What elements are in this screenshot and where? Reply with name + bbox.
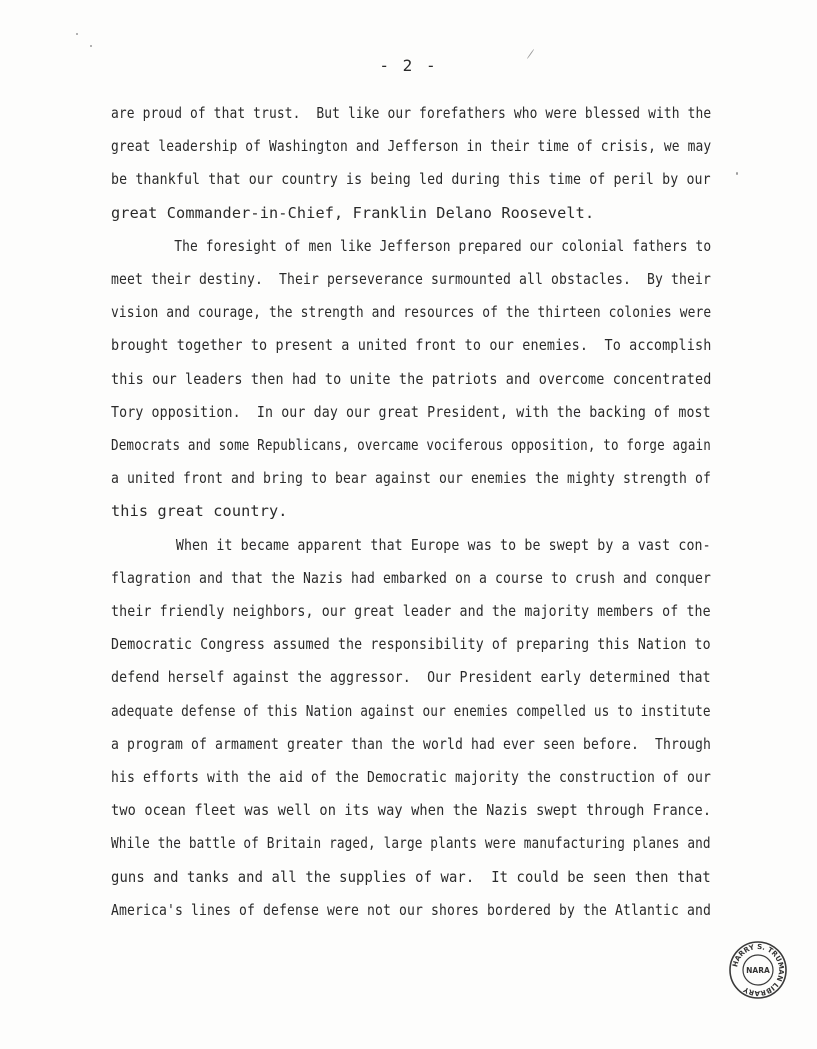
text-line: be thankful that our country is being led during this time of peril by our: [111, 170, 711, 189]
text-line: adequate defense of this Nation against our enemies compelled us to institute: [111, 701, 711, 720]
text-line: Democrats and some Republicans, overcame vociferous opposition, to forge again: [111, 436, 711, 454]
svg-text:HARRY S. TRUMAN LIBRARY: HARRY S. TRUMAN LIBRARY: [731, 942, 786, 998]
text-line: great Commander-in-Chief, Franklin Delano Roosevelt.: [111, 203, 595, 222]
text-line: a united front and bring to bear against our enemies the mighty strength of: [111, 469, 712, 488]
text-line: meet their destiny. Their perseverance surmounted all obstacles. By their: [111, 270, 712, 288]
text-line: Democratic Congress assumed the responsibility of preparing this Nation to: [111, 635, 711, 654]
text-line: Tory opposition. In our day our great President, with the backing of most: [111, 402, 711, 421]
scan-speck: [736, 172, 738, 175]
text-line: a program of armament greater than the world had ever seen before. Through: [111, 734, 712, 753]
text-line: their friendly neighbors, our great leader and the majority members of the: [111, 602, 711, 620]
scan-speck: [76, 33, 78, 35]
text-line: this our leaders then had to unite the patriots and overcome concentrated: [111, 369, 712, 388]
text-line: this great country.: [111, 502, 288, 521]
text-line: two ocean fleet was well on its way when the Nazis swept through France.: [111, 801, 712, 820]
text-line: When it became apparent that Europe was to be swept by a vast con-: [111, 535, 711, 554]
text-line: great leadership of Washington and Jefferson in their time of crisis, we may: [111, 137, 712, 156]
library-stamp: [728, 940, 788, 1000]
text-line: his efforts with the aid of the Democratic majority the construction of our: [111, 768, 712, 786]
text-line: flagration and that the Nazis had embarked on a course to crush and conquer: [111, 568, 712, 587]
text-line: are proud of that trust. But like our forefathers who were blessed with the: [111, 104, 712, 122]
text-line: brought together to present a united front to our enemies. To accomplish: [111, 336, 712, 355]
text-line: defend herself against the aggressor. Our President early determined that: [111, 668, 711, 687]
scan-speck: [90, 45, 92, 47]
svg-text:NARA: NARA: [746, 966, 770, 975]
text-line: The foresight of men like Jefferson prepared our colonial fathers to: [111, 236, 712, 255]
text-line: While the battle of Britain raged, large plants were manufacturing planes and: [111, 834, 711, 853]
text-line: vision and courage, the strength and resources of the thirteen colonies were: [111, 303, 712, 322]
text-line: America's lines of defense were not our shores bordered by the Atlantic and: [111, 900, 712, 919]
text-line: guns and tanks and all the supplies of war. It could be seen then that: [111, 867, 711, 886]
page-number: - 2 -: [379, 56, 438, 75]
